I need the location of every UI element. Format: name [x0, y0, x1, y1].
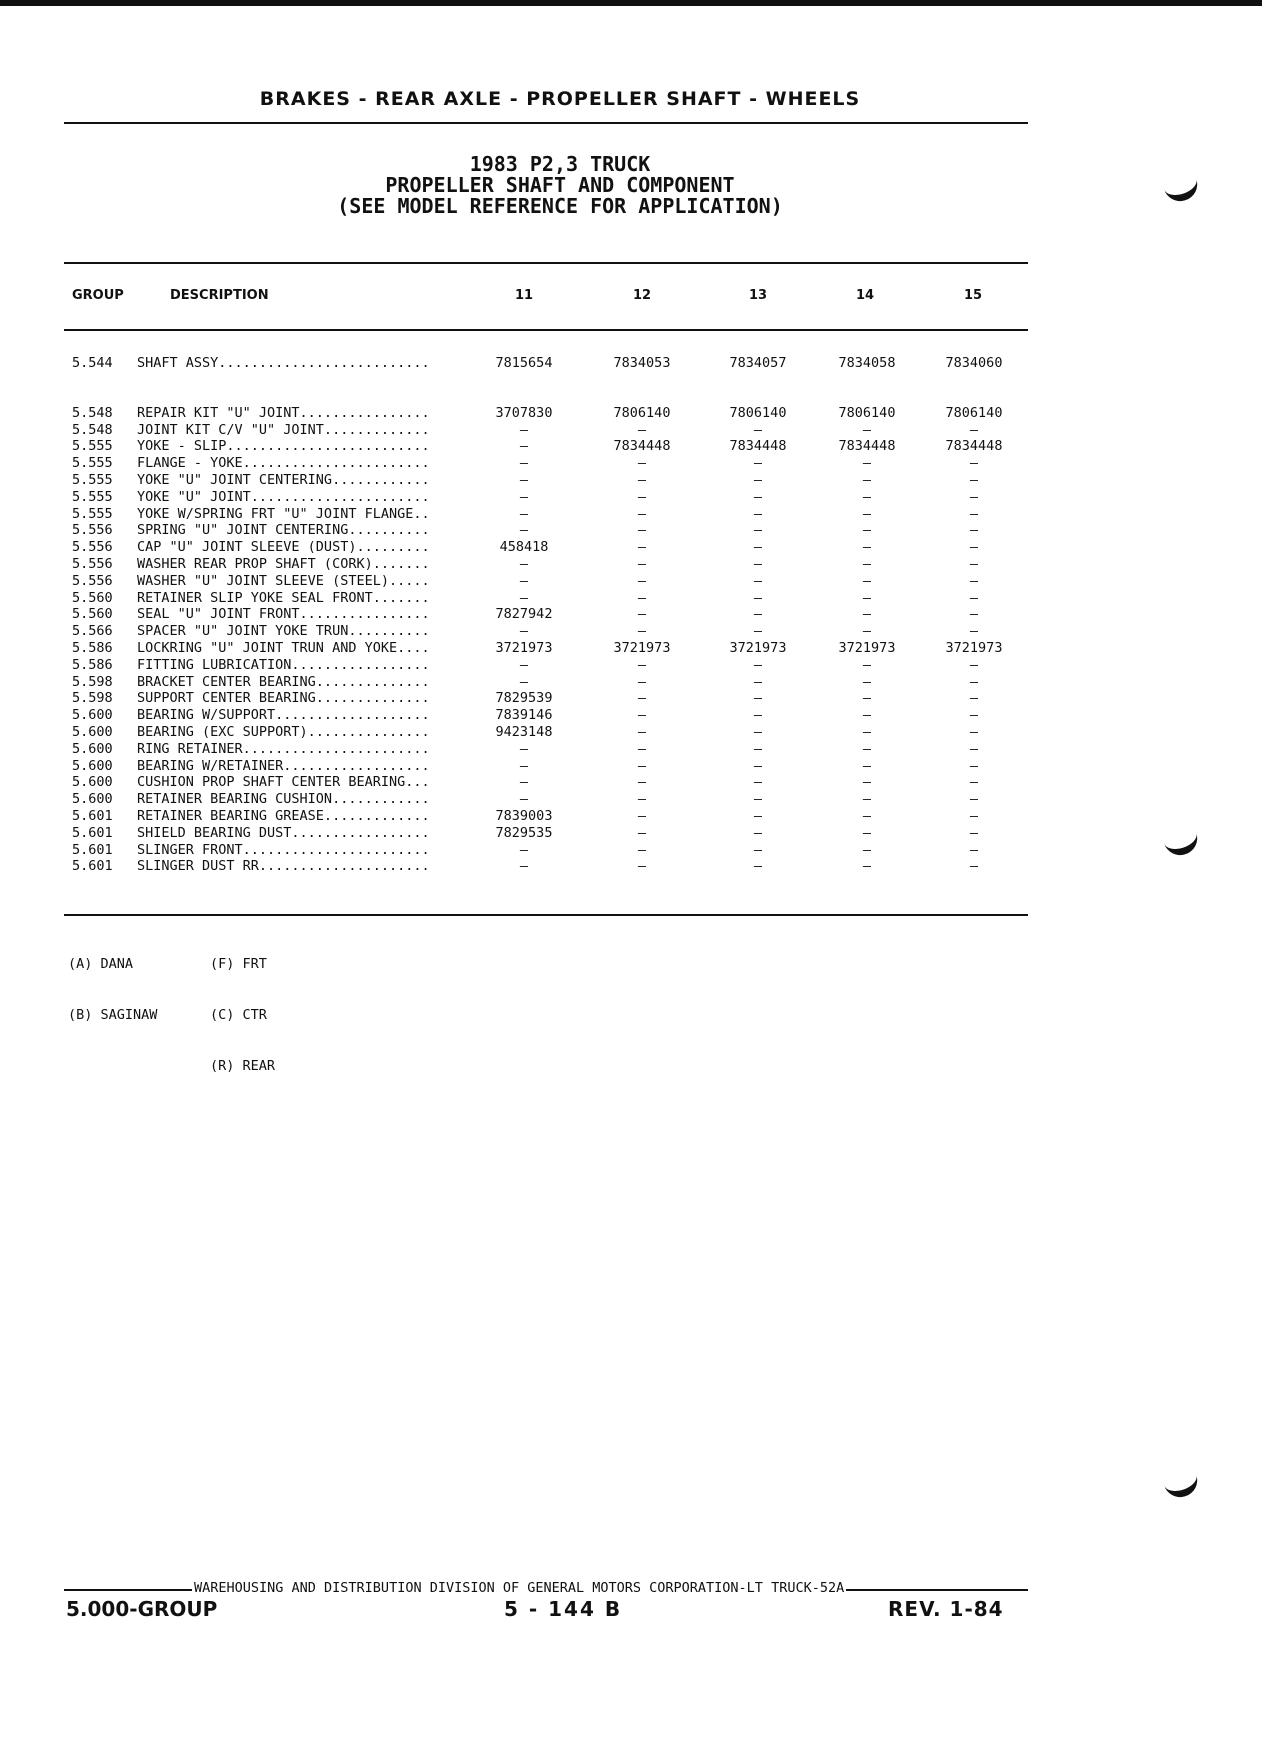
part-number-cell: — [969, 539, 979, 556]
part-number-cell: — [969, 455, 979, 472]
part-number-cell: — [637, 471, 647, 488]
part-number-cell: — [969, 807, 979, 824]
description-cell: SHIELD BEARING DUST................. [137, 824, 430, 841]
part-number-cell: — [637, 421, 647, 438]
part-number-cell: — [637, 589, 647, 606]
part-number-cell: — [862, 589, 872, 606]
description-cell: WASHER "U" JOINT SLEEVE (STEEL)..... [137, 572, 430, 589]
group-cell: 5.601 [72, 841, 113, 858]
group-cell: 5.556 [72, 555, 113, 572]
part-number-cell: — [753, 656, 763, 673]
doc-title [60, 154, 1060, 217]
header-col-13: 13 [748, 288, 768, 303]
header-col-11: 11 [514, 288, 534, 303]
part-number-cell: — [753, 774, 763, 791]
group-cell: 5.556 [72, 522, 113, 539]
legend-item: (R) REAR [210, 1058, 276, 1074]
group-cell: 5.586 [72, 656, 113, 673]
group-cell: 5.598 [72, 690, 113, 707]
part-number-cell: — [969, 555, 979, 572]
doc-title-line-1: 1983 P2,3 TRUCK [469, 152, 651, 176]
footer-group: 5.000-GROUP [66, 1597, 218, 1621]
group-cell: 5.586 [72, 639, 113, 656]
part-number-cell: — [637, 455, 647, 472]
top-edge-bar [0, 0, 1262, 6]
part-number-cell: — [969, 707, 979, 724]
part-number-cell: — [753, 555, 763, 572]
part-number-cell: — [753, 791, 763, 808]
header-col-12: 12 [632, 288, 652, 303]
part-number-cell: — [969, 589, 979, 606]
part-number-cell: — [969, 824, 979, 841]
group-cell: 5.598 [72, 673, 113, 690]
description-cell: LOCKRING "U" JOINT TRUN AND YOKE.... [137, 639, 430, 656]
part-number-cell: — [637, 723, 647, 740]
part-number-cell: — [753, 471, 763, 488]
header-description: DESCRIPTION [170, 288, 269, 303]
doc-title-line-2: PROPELLER SHAFT AND COMPONENT [385, 173, 735, 197]
legend-left [68, 922, 157, 1041]
part-number-cell: — [753, 723, 763, 740]
legend-right [210, 922, 275, 1092]
group-cell: 5.560 [72, 589, 113, 606]
part-number-cell: — [862, 539, 872, 556]
part-number-cell: — [862, 740, 872, 757]
part-number-cell: — [753, 757, 763, 774]
part-number-cell: — [753, 522, 763, 539]
part-number-cell: — [969, 505, 979, 522]
part-number-cell: 7834448 [838, 438, 896, 455]
part-number-cell: — [519, 488, 529, 505]
part-number-cell: — [519, 471, 529, 488]
description-cell: BEARING (EXC SUPPORT)............... [137, 723, 430, 740]
description-cell: RING RETAINER....................... [137, 740, 430, 757]
part-number-cell: — [637, 707, 647, 724]
group-cell: 5.600 [72, 723, 113, 740]
part-number-cell: — [862, 858, 872, 875]
description-cell: YOKE W/SPRING FRT "U" JOINT FLANGE.. [137, 505, 430, 522]
part-number-cell: — [862, 505, 872, 522]
part-number-cell: 7839003 [495, 807, 553, 824]
part-number-cell: — [519, 623, 529, 640]
description-cell: RETAINER SLIP YOKE SEAL FRONT....... [137, 589, 430, 606]
group-cell: 5.566 [72, 623, 113, 640]
description-cell: FITTING LUBRICATION................. [137, 656, 430, 673]
part-number-cell: — [519, 740, 529, 757]
binder-ring-mark [1160, 1463, 1201, 1501]
description-cell: FLANGE - YOKE....................... [137, 455, 430, 472]
part-number-cell: — [637, 774, 647, 791]
part-number-cell: — [969, 606, 979, 623]
part-number-cell: — [862, 488, 872, 505]
legend-item: (C) CTR [210, 1007, 267, 1023]
part-number-cell: — [753, 606, 763, 623]
part-number-cell: — [862, 623, 872, 640]
doc-title-line-3: (SEE MODEL REFERENCE FOR APPLICATION) [337, 194, 783, 218]
part-number-cell: — [637, 555, 647, 572]
footer-company-text: WAREHOUSING AND DISTRIBUTION DIVISION OF GENERAL MOTORS CORPORATION-LT TRUCK-52A [194, 1580, 845, 1596]
part-number-cell: — [637, 757, 647, 774]
part-number-cell: — [862, 723, 872, 740]
description-cell: BEARING W/RETAINER.................. [137, 757, 430, 774]
description-cell: SLINGER DUST RR..................... [137, 858, 430, 875]
legend-item: (B) SAGINAW [68, 1007, 158, 1023]
part-number-cell: — [862, 807, 872, 824]
part-number-cell: — [637, 807, 647, 824]
part-number-cell: — [862, 757, 872, 774]
part-number-cell: — [519, 455, 529, 472]
part-number-cell: — [637, 858, 647, 875]
part-number-cell: — [862, 606, 872, 623]
part-number-cell: 7827942 [495, 606, 553, 623]
part-number-cell: — [969, 673, 979, 690]
part-number-cell: — [753, 505, 763, 522]
part-number-cell: — [637, 623, 647, 640]
part-number-cell: — [753, 623, 763, 640]
part-number-cell: — [862, 791, 872, 808]
table-top-rule [64, 262, 1028, 264]
part-number-cell: — [753, 690, 763, 707]
part-number-cell: — [519, 421, 529, 438]
group-cell: 5.600 [72, 707, 113, 724]
part-number-cell: — [519, 505, 529, 522]
part-number-cell: 7839146 [495, 707, 553, 724]
part-number-cell: 7829535 [495, 824, 553, 841]
part-number-cell: 7834448 [945, 438, 1003, 455]
group-cell: 5.556 [72, 572, 113, 589]
part-number-cell: — [753, 707, 763, 724]
part-number-cell: — [862, 656, 872, 673]
part-number-cell: — [637, 656, 647, 673]
part-number-cell: — [862, 572, 872, 589]
part-number-cell: — [519, 555, 529, 572]
part-number-cell: — [862, 421, 872, 438]
part-number-cell: — [637, 791, 647, 808]
section-title: BRAKES - REAR AXLE - PROPELLER SHAFT - WHEELS [259, 88, 861, 110]
part-number-cell: — [969, 723, 979, 740]
part-number-cell: 7834060 [945, 355, 1003, 371]
part-number-cell: — [637, 488, 647, 505]
part-number-cell: — [862, 690, 872, 707]
description-cell: BEARING W/SUPPORT................... [137, 707, 430, 724]
part-number-cell: — [519, 774, 529, 791]
part-number-cell: — [753, 572, 763, 589]
group-cell: 5.555 [72, 488, 113, 505]
part-number-cell: — [519, 572, 529, 589]
part-number-cell: — [862, 471, 872, 488]
part-number-cell: 7834053 [613, 355, 671, 371]
part-number-cell: 7834057 [729, 355, 787, 371]
part-number-cell: — [753, 740, 763, 757]
group-cell: 5.560 [72, 606, 113, 623]
description-cell: SHAFT ASSY.......................... [137, 355, 430, 371]
group-cell: 5.544 [72, 355, 113, 371]
part-number-cell: — [519, 438, 529, 455]
binder-ring-mark [1160, 167, 1201, 205]
part-number-cell: 3721973 [729, 639, 787, 656]
group-cell: 5.600 [72, 740, 113, 757]
part-number-cell: 3721973 [613, 639, 671, 656]
part-number-cell: — [969, 421, 979, 438]
part-number-cell: 458418 [499, 539, 549, 556]
part-number-cell: — [969, 471, 979, 488]
part-number-cell: — [862, 673, 872, 690]
part-number-cell: — [519, 589, 529, 606]
description-cell: YOKE - SLIP......................... [137, 438, 430, 455]
description-cell: CAP "U" JOINT SLEEVE (DUST)......... [137, 539, 430, 556]
description-cell: RETAINER BEARING GREASE............. [137, 807, 430, 824]
part-number-cell: 9423148 [495, 723, 553, 740]
part-number-cell: 7834058 [838, 355, 896, 371]
group-cell: 5.600 [72, 774, 113, 791]
part-number-cell: — [969, 690, 979, 707]
part-number-cell: — [753, 824, 763, 841]
description-cell: YOKE "U" JOINT CENTERING............ [137, 471, 430, 488]
part-number-cell: — [637, 606, 647, 623]
part-number-cell: 3721973 [495, 639, 553, 656]
description-cell: YOKE "U" JOINT...................... [137, 488, 430, 505]
part-number-cell: — [753, 488, 763, 505]
part-number-cell: — [862, 555, 872, 572]
part-number-cell: 7806140 [613, 404, 671, 421]
part-number-cell: — [519, 791, 529, 808]
part-number-cell: — [969, 791, 979, 808]
part-number-cell: 3721973 [945, 639, 1003, 656]
part-number-cell: — [637, 539, 647, 556]
description-cell: SPRING "U" JOINT CENTERING.......... [137, 522, 430, 539]
description-cell: SUPPORT CENTER BEARING.............. [137, 690, 430, 707]
description-cell: BRACKET CENTER BEARING.............. [137, 673, 430, 690]
description-cell: CUSHION PROP SHAFT CENTER BEARING... [137, 774, 430, 791]
part-number-cell: — [862, 522, 872, 539]
part-number-cell: — [637, 673, 647, 690]
part-number-cell: — [753, 858, 763, 875]
part-number-cell: — [969, 841, 979, 858]
part-number-cell: — [637, 841, 647, 858]
footer-page-number: 5 - 144 B [504, 1597, 623, 1621]
legend-item: (A) DANA [68, 956, 134, 972]
part-number-cell: — [753, 673, 763, 690]
part-number-cell: — [969, 572, 979, 589]
group-cell: 5.555 [72, 455, 113, 472]
part-number-cell: — [862, 774, 872, 791]
group-cell: 5.601 [72, 824, 113, 841]
part-number-cell: — [519, 858, 529, 875]
part-number-cell: — [519, 757, 529, 774]
group-cell: 5.601 [72, 807, 113, 824]
group-cell: 5.555 [72, 438, 113, 455]
part-number-cell: — [862, 824, 872, 841]
group-cell: 5.555 [72, 505, 113, 522]
part-number-cell: — [969, 774, 979, 791]
footer-revision: REV. 1-84 [888, 1597, 1004, 1621]
part-number-cell: — [753, 421, 763, 438]
legend-item: (F) FRT [210, 956, 267, 972]
description-cell: REPAIR KIT "U" JOINT................ [137, 404, 430, 421]
group-cell: 5.548 [72, 421, 113, 438]
group-cell: 5.555 [72, 471, 113, 488]
description-cell: SLINGER FRONT....................... [137, 841, 430, 858]
part-number-cell: 7806140 [838, 404, 896, 421]
part-number-cell: 7806140 [729, 404, 787, 421]
group-cell: 5.556 [72, 539, 113, 556]
part-number-cell: — [637, 505, 647, 522]
group-cell: 5.600 [72, 757, 113, 774]
part-number-cell: — [862, 707, 872, 724]
part-number-cell: — [969, 740, 979, 757]
header-rule [64, 122, 1028, 124]
part-number-cell: — [637, 572, 647, 589]
description-cell: SPACER "U" JOINT YOKE TRUN.......... [137, 623, 430, 640]
part-number-cell: — [862, 455, 872, 472]
part-number-cell: — [969, 757, 979, 774]
part-number-cell: — [969, 488, 979, 505]
description-cell: SEAL "U" JOINT FRONT................ [137, 606, 430, 623]
binder-ring-mark [1160, 821, 1201, 859]
part-number-cell: 7806140 [945, 404, 1003, 421]
part-number-cell: — [969, 522, 979, 539]
part-number-cell: — [969, 858, 979, 875]
group-cell: 5.548 [72, 404, 113, 421]
part-number-cell: — [753, 589, 763, 606]
description-cell: JOINT KIT C/V "U" JOINT............. [137, 421, 430, 438]
part-number-cell: — [519, 673, 529, 690]
header-group: GROUP [72, 288, 124, 303]
part-number-cell: 7834448 [729, 438, 787, 455]
part-number-cell: — [753, 539, 763, 556]
group-cell: 5.600 [72, 791, 113, 808]
part-number-cell: 7829539 [495, 690, 553, 707]
table-header-rule [64, 329, 1028, 331]
part-number-cell: — [637, 522, 647, 539]
part-number-cell: — [519, 841, 529, 858]
table-bottom-rule [64, 914, 1028, 916]
description-cell: WASHER REAR PROP SHAFT (CORK)....... [137, 555, 430, 572]
part-number-cell: — [637, 690, 647, 707]
header-col-14: 14 [855, 288, 875, 303]
group-cell: 5.601 [72, 858, 113, 875]
part-number-cell: — [969, 623, 979, 640]
part-number-cell: — [637, 824, 647, 841]
description-cell: RETAINER BEARING CUSHION............ [137, 791, 430, 808]
part-number-cell: — [519, 656, 529, 673]
part-number-cell: 3707830 [495, 404, 553, 421]
part-number-cell: — [519, 522, 529, 539]
part-number-cell: 7834448 [613, 438, 671, 455]
part-number-cell: 7815654 [495, 355, 553, 371]
part-number-cell: — [862, 841, 872, 858]
part-number-cell: — [753, 807, 763, 824]
part-number-cell: — [637, 740, 647, 757]
part-number-cell: — [969, 656, 979, 673]
part-number-cell: 3721973 [838, 639, 896, 656]
part-number-cell: — [753, 841, 763, 858]
header-col-15: 15 [963, 288, 983, 303]
part-number-cell: — [753, 455, 763, 472]
